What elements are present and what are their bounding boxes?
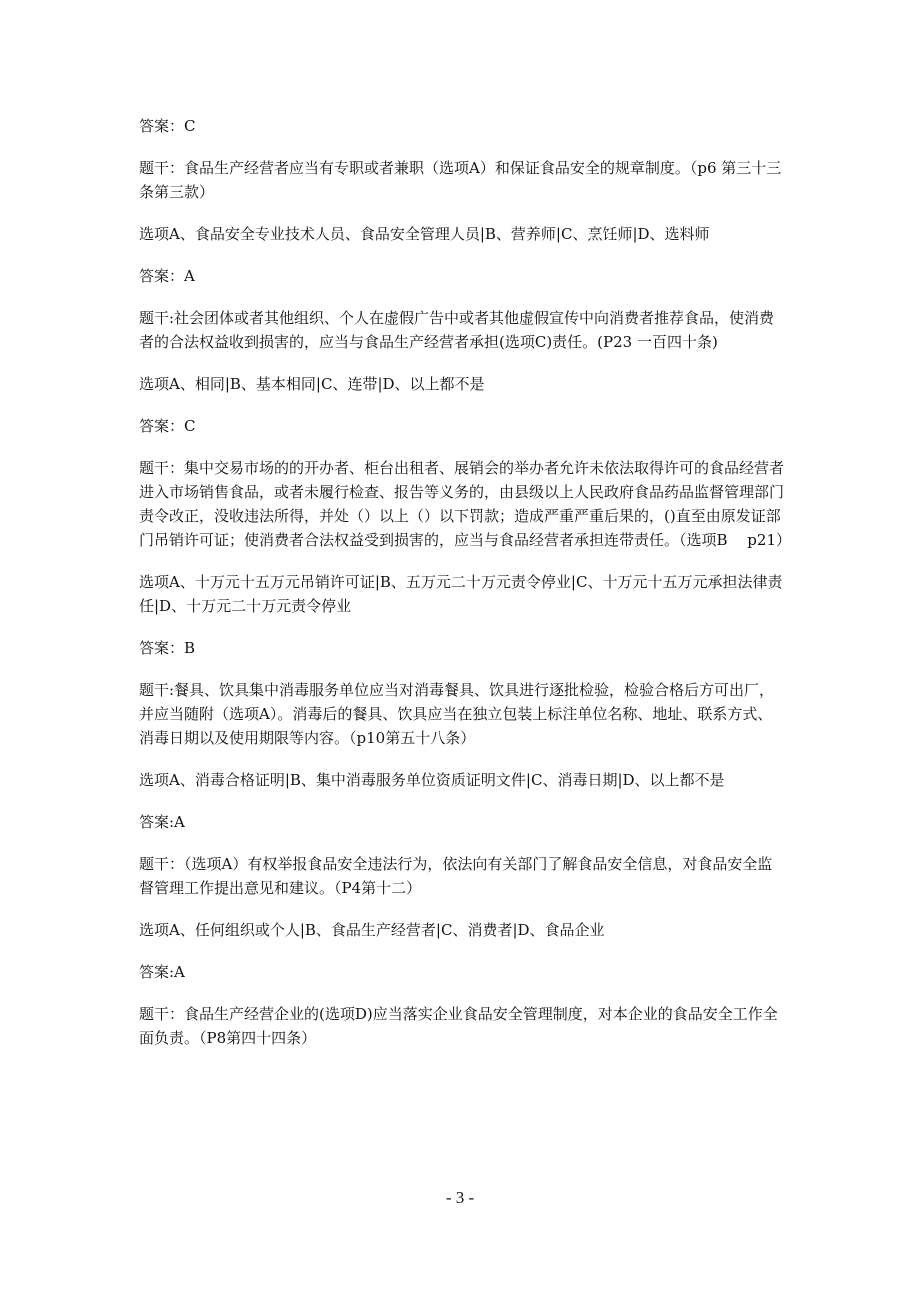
answer-line: 答案:A — [139, 963, 185, 981]
question-stem: 题干：（选项A）有权举报食品安全违法行为，依法向有关部门了解食品安全信息，对食品安全监督管理工作提出意见和建议。（P4第十二） — [139, 855, 773, 897]
answer-line: 答案:A — [139, 813, 185, 831]
question-stem: 题干:餐具、饮具集中消毒服务单位应当对消毒餐具、饮具进行逐批检验，检验合格后方可出厂，并应当随附（选项A）。消毒后的餐具、饮具应当在独立包装上标注单位名称、地址、联系方式、消毒日期以及使用期限等内容。（p10第五十八条） — [139, 681, 775, 747]
answer-line: 答案：A — [139, 267, 195, 285]
options-line: 选项A、食品安全专业技术人员、食品安全管理人员|B、营养师|C、烹饪师|D、选料师 — [139, 225, 710, 243]
options-line: 选项A、相同|B、基本相同|C、连带|D、以上都不是 — [139, 375, 485, 393]
options-line: 选项A、十万元十五万元吊销许可证|B、五万元二十万元责令停业|C、十万元十五万元承担法律责任|D、十万元二十万元责令停业 — [139, 573, 783, 615]
answer-line: 答案：B — [139, 639, 196, 657]
question-stem: 题干：集中交易市场的的开办者、柜台出租者、展销会的举办者允许未依法取得许可的食品经营者进入市场销售食品，或者未履行检查、报告等义务的，由县级以上人民政府食品药品监督管理部门责令改正，没收违法所得，并处（）以上（）以下罚款；造成严重严重后果的，()直至由原发证部门吊销许可证；使消费者合法权益受到损害的，应当与食品经营者承担连带责任。（选项B p21） — [139, 459, 791, 549]
question-stem: 题干:社会团体或者其他组织、个人在虚假广告中或者其他虚假宣传中向消费者推荐食品，使消费者的合法权益收到损害的，应当与食品生产经营者承担(选项C)责任。(P23 一百四十条) — [139, 309, 775, 351]
document-body — [139, 114, 791, 1068]
question-stem: 题干：食品生产经营企业的(选项D)应当落实企业食品安全管理制度，对本企业的食品安全工作全面负责。（P8第四十四条） — [139, 1005, 778, 1047]
question-stem: 题干：食品生产经营者应当有专职或者兼职（选项A）和保证食品安全的规章制度。（p6 第三十三条第三款） — [139, 159, 782, 201]
answer-line: 答案：C — [139, 417, 196, 435]
options-line: 选项A、任何组织或个人|B、食品生产经营者|C、消费者|D、食品企业 — [139, 921, 605, 939]
page-number: - 3 - — [445, 1188, 475, 1207]
answer-line: 答案：C — [139, 117, 196, 135]
options-line: 选项A、消毒合格证明|B、集中消毒服务单位资质证明文件|C、消毒日期|D、以上都不是 — [139, 771, 725, 789]
